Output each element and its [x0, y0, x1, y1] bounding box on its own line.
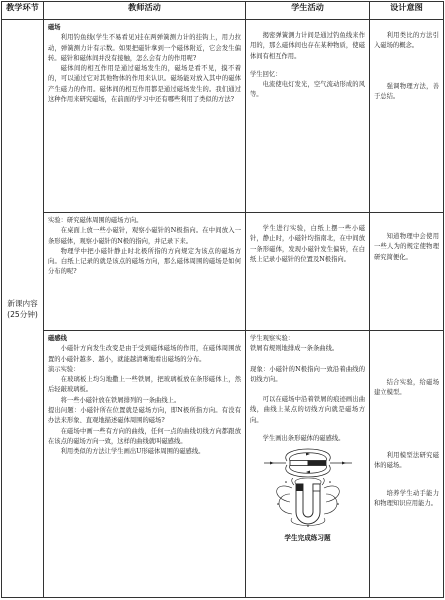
paragraph: 电流使电灯发光，空气流动形成的风等。: [250, 81, 365, 99]
teacher-activity-cell: [44, 20, 246, 213]
paragraph: 利用钓鱼线(学生不易看见)挂在两弹簧测力计的挂钩上，用力拉动，弹簧测力计有示数。如果把磁针拿到一个磁体附近，它会发生偏转。磁针和磁体间并没有接触，怎么会有力的作用呢?: [48, 34, 241, 62]
header-student-activity: 学生活动: [246, 2, 370, 20]
teacher-activity-cell: [44, 213, 246, 331]
figure-caption: 学生完成练习题: [284, 534, 331, 543]
teacher-activity-cell: [44, 331, 246, 598]
paragraph: 强调物理方法，善于总结。: [374, 82, 439, 100]
paragraph: 利用类比的方法引入磁场的概念。: [374, 32, 439, 50]
lesson-plan-sheet: [1, 1, 443, 598]
section-title: 磁场: [48, 24, 61, 31]
paragraph: 现象：小磁针的N极指向一致沿着曲线的切线方向。: [250, 365, 365, 383]
paragraph: 学生观察实验：: [250, 335, 295, 342]
student-activity-cell: [246, 20, 370, 213]
section-title: 磁感线: [48, 335, 67, 342]
paragraph: 在磁场中画一些有方向的曲线，任何一点的曲线切线方向都跟放在该点的磁场方向一致，这样的曲线就叫磁感线。: [48, 427, 241, 445]
student-activity-cell: [246, 331, 370, 598]
design-intent-cell: [370, 20, 444, 213]
header-design-intent: 设计意图: [370, 2, 444, 20]
design-intent-cell: [370, 331, 444, 598]
paragraph: 利用类似的方法让学生画出U形磁体周围的磁感线。: [60, 448, 205, 456]
lesson-plan-table: [1, 1, 444, 598]
header-teacher-activity: 教师活动: [44, 2, 246, 20]
student-activity-cell: [246, 213, 370, 331]
table-header-row: [2, 2, 444, 20]
paragraph: 在桌面上放一些小磁针，观察小磁针的N极指向。在中间放入一条形磁体，观察小磁针的N极的指向，并记录下来。: [48, 227, 241, 245]
phase-duration: (25分钟): [7, 309, 38, 319]
phase-name: 新课内容: [7, 298, 38, 308]
phase-cell: [2, 20, 44, 598]
paragraph: 学生进行实验，白纸上摆一些小磁针，静止时，小磁针均指南北，在中间放一条形磁体，发现小磁针发生偏转，在白纸上记录小磁针的位置及N极指向。: [250, 225, 365, 263]
paragraph: 可以在磁场中沿着铁屑的痕迹画出曲线，曲线上某点的切线方向就是磁场方向。: [250, 396, 365, 424]
paragraph: 铁屑有规则地排成一条条曲线。: [250, 345, 339, 353]
paragraph: 提出问题：小磁针所在位置就是磁场方向，即N极所指方向。有没有办法来形象、直观地描述磁体周围的磁场?: [48, 407, 241, 425]
header-phase: 教学环节: [2, 2, 44, 20]
paragraph: 学生回忆：: [250, 70, 282, 78]
table-row: [2, 331, 444, 598]
paragraph: 实验：研究磁体周围的磁场方向。: [48, 217, 143, 224]
table-row: [2, 213, 444, 331]
bar-magnet-field-lines-figure: [256, 448, 360, 478]
magnet-figure: [250, 448, 365, 543]
u-magnet-field-lines-figure: [266, 478, 350, 532]
design-intent-cell: [370, 213, 444, 331]
table-row: [2, 20, 444, 213]
paragraph: 将一些小磁针放在铁屑排列的一条曲线上。: [60, 396, 181, 404]
paragraph: 在玻璃板上均匀地撒上一些铁屑，把玻璃板放在条形磁体上，然后轻敲玻璃板。: [48, 376, 241, 394]
paragraph: 磁体间的相互作用是通过磁场发生的，磁场是看不见，摸不着的，可以通过它对其他物体的作用来认识。磁场能对放入其中的磁体产生磁力的作用。磁体间的相互作用都是通过磁场发生的。我们通过这种作用来研究磁场，在前面的学习中还有哪些利用了类似的方法?: [48, 65, 241, 104]
paragraph: 揭密弹簧测力计间是通过钓鱼线来作用的，那么磁体间也存在某种物质，使磁体间有相互作用。: [250, 32, 365, 60]
paragraph: 演示实验：: [48, 365, 80, 373]
paragraph: 知道物理中会使用一些人为的规定使物理研究简便化。: [374, 233, 439, 261]
paragraph: 利用模型法研究磁体的磁场。: [374, 451, 439, 469]
paragraph: 学生画出条形磁体的磁感线。: [262, 435, 345, 443]
paragraph: 物理学中把小磁针静止时北极所指的方向规定为该点的磁场方向。白纸上记录的就是该点的磁场方向，那么磁体周围的磁场是如何分布的呢?: [48, 247, 241, 276]
paragraph: 小磁针方向发生改变是由于受到磁体磁场的作用，在磁体周围放置的小磁针越多、越小，就能越清晰地看出磁场的分布。: [48, 345, 241, 363]
paragraph: 培养学生动手能力和物理知识应用能力。: [374, 490, 439, 508]
paragraph: 结合实验，给磁场建立模型。: [374, 379, 439, 397]
